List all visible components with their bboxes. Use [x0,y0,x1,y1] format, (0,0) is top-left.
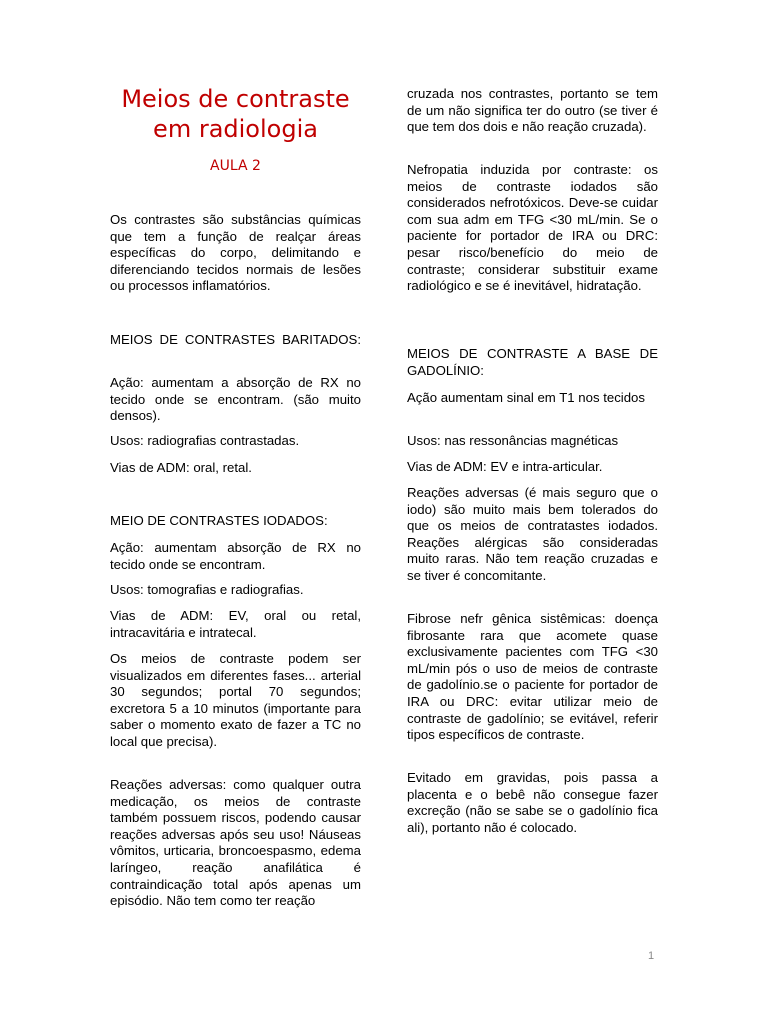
iodados-acao: Ação: aumentam absorção de RX no tecido onde se encontram. [110,540,361,572]
nefropatia-paragraph: Nefropatia induzida por contraste: os meios de contraste iodados são considerados nefrotóxicos. Deve-se cuidar com sua adm em TFG <30 mL/min. Se o paciente for portador de IRA ou DRC: pesar risco/benefício do meio de contraste; considerar substituir exame radiológico e se é inevitável, hidratação. [407,162,658,294]
gadolinio-acao: Ação aumentam sinal em T1 nos tecidos [407,390,645,405]
iodados-usos: Usos: tomografias e radiografias. [110,582,304,597]
baritados-acao: Ação: aumentam a absorção de RX no tecido onde se encontram. (são muito densos). [110,375,361,424]
document-title: Meios de contraste em radiologia [121,85,350,143]
gadolinio-vias: Vias de ADM: EV e intra-articular. [407,459,603,474]
gadolinio-heading: MEIOS DE CONTRASTE A BASE DE GADOLÍNIO: [407,346,658,378]
iodados-vias: Vias de ADM: EV, oral ou retal, intracavitária e intratecal. [110,608,361,640]
intro-paragraph: Os contrastes são substâncias químicas que tem a função de realçar áreas específicas do corpo, delimitando e diferenciando tecidos normais de lesões ou processos inflamatórios. [110,212,361,294]
iodados-heading: MEIO DE CONTRASTES IODADOS: [110,513,328,528]
gadolinio-usos: Usos: nas ressonâncias magnéticas [407,433,619,448]
iodados-reacoes: Reações adversas: como qualquer outra medicação, os meios de contraste também possuem riscos, podendo causar reações adversas após seu uso! Náuseas vômitos, urticaria, broncoespasmo, edema laríngeo, reação anafilática é contraindicação total após apenas um episódio. Não tem como ter reação [110,777,361,909]
page-number: 1 [648,950,655,962]
baritados-vias: Vias de ADM: oral, retal. [110,460,252,475]
baritados-usos: Usos: radiografias contrastadas. [110,433,300,448]
baritados-heading: MEIOS DE CONTRASTES BARITADOS: [110,332,361,347]
gadolinio-gravidas: Evitado em gravidas, pois passa a placenta e o bebê não consegue fazer excreção (não se sabe se o gadolínio fica ali), portanto não é colocado. [407,770,658,835]
gadolinio-reacoes: Reações adversas (é mais seguro que o iodo) são muito mais bem tolerados do que os meios de contratastes iodados. Reações alérgicas são consideradas muito raras. Não tem reação cruzadas e se tiver é concomitante. [407,485,658,583]
cruzada-continuation: cruzada nos contrastes, portanto se tem de um não significa ter do outro (se tiver é que tem dos dois e não reação cruzada). [407,86,658,135]
iodados-fases: Os meios de contraste podem ser visualizados em diferentes fases... arterial 30 segundos; portal 70 segundos; excretora 5 a 10 minutos (importante para saber o momento exato de fazer a TC no local que precisa). [110,651,361,749]
gadolinio-fibrose: Fibrose nefr gênica sistêmicas: doença fibrosante rara que acomete quase exclusivamente pacientes com TFG <30 mL/min pós o uso de meios de contraste de gadolínio.se o paciente for portador de IRA ou DRC: evitar utilizar meio de contraste de gadolínio; se evitável, referir tipos específicos de contraste. [407,611,658,743]
document-subtitle: AULA 2 [210,158,261,174]
